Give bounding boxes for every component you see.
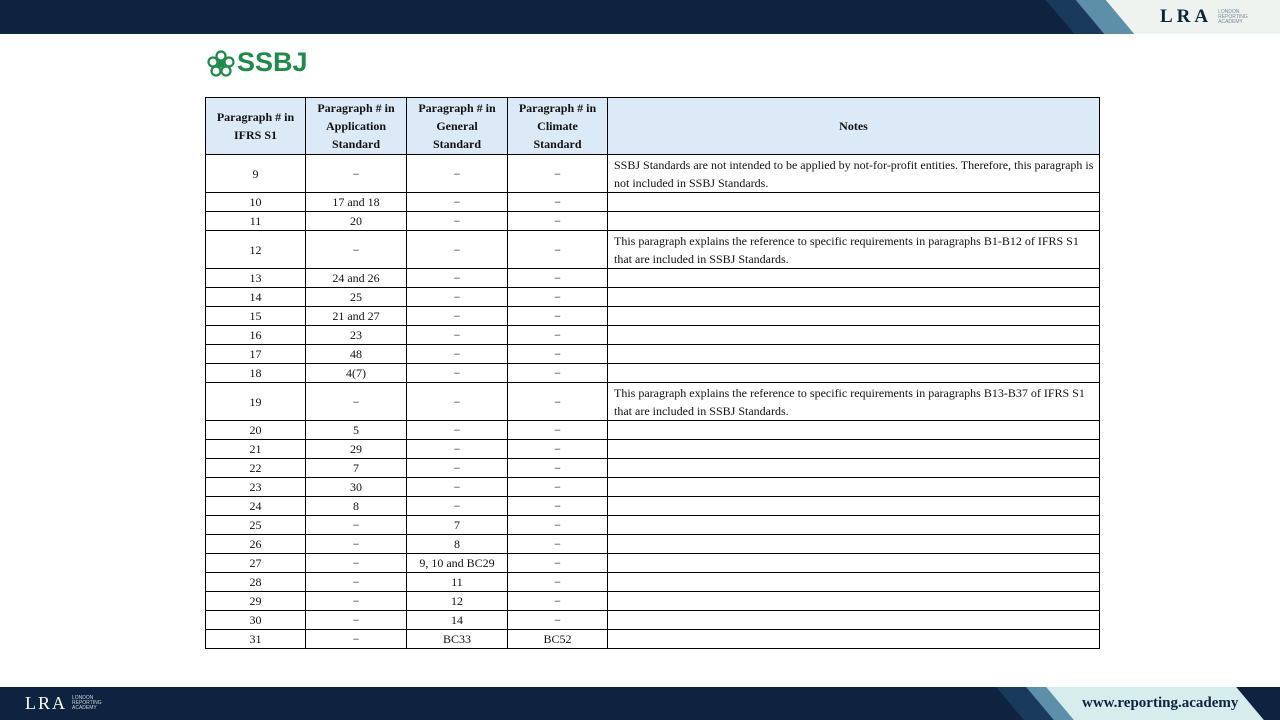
cell-notes bbox=[608, 611, 1100, 630]
cell-application-standard: 30 bbox=[306, 478, 407, 497]
cell-notes bbox=[608, 364, 1100, 383]
cell-general-standard: − bbox=[407, 459, 508, 478]
lra-logo-text: LRA bbox=[25, 693, 67, 713]
table-header-row bbox=[206, 98, 1100, 155]
ssbj-logo bbox=[207, 47, 308, 78]
paragraph-mapping-table bbox=[205, 97, 1100, 649]
cell-general-standard: − bbox=[407, 307, 508, 326]
cell-general-standard: 14 bbox=[407, 611, 508, 630]
cell-ifrs-s1: 20 bbox=[206, 421, 306, 440]
table-row bbox=[206, 421, 1100, 440]
cell-notes bbox=[608, 212, 1100, 231]
table-row bbox=[206, 516, 1100, 535]
cell-application-standard: − bbox=[306, 592, 407, 611]
cell-general-standard: 8 bbox=[407, 535, 508, 554]
table-row bbox=[206, 497, 1100, 516]
cell-general-standard: − bbox=[407, 421, 508, 440]
cell-application-standard: 5 bbox=[306, 421, 407, 440]
cell-climate-standard: − bbox=[508, 364, 608, 383]
table-body bbox=[206, 155, 1100, 649]
ssbj-logo-text: SSBJ bbox=[237, 47, 308, 77]
cell-notes bbox=[608, 459, 1100, 478]
cell-climate-standard: − bbox=[508, 345, 608, 364]
cell-notes bbox=[608, 193, 1100, 212]
header-notes: Notes bbox=[608, 98, 1100, 155]
table-row bbox=[206, 326, 1100, 345]
cell-notes bbox=[608, 288, 1100, 307]
cell-ifrs-s1: 15 bbox=[206, 307, 306, 326]
cell-general-standard: − bbox=[407, 440, 508, 459]
table-row bbox=[206, 193, 1100, 212]
header-application-standard: Paragraph # in Application Standard bbox=[306, 98, 407, 155]
cell-notes bbox=[608, 535, 1100, 554]
cell-notes bbox=[608, 497, 1100, 516]
cell-general-standard: 9, 10 and BC29 bbox=[407, 554, 508, 573]
table-row bbox=[206, 345, 1100, 364]
header-general-standard: Paragraph # in General Standard bbox=[407, 98, 508, 155]
cell-application-standard: 21 and 27 bbox=[306, 307, 407, 326]
cell-ifrs-s1: 22 bbox=[206, 459, 306, 478]
cell-climate-standard: − bbox=[508, 288, 608, 307]
cell-ifrs-s1: 9 bbox=[206, 155, 306, 193]
top-banner bbox=[0, 0, 1280, 34]
cell-general-standard: 12 bbox=[407, 592, 508, 611]
cell-general-standard: BC33 bbox=[407, 630, 508, 649]
cell-application-standard: 4(7) bbox=[306, 364, 407, 383]
cell-notes bbox=[608, 307, 1100, 326]
cell-general-standard: − bbox=[407, 497, 508, 516]
cell-application-standard: − bbox=[306, 554, 407, 573]
cell-application-standard: 24 and 26 bbox=[306, 269, 407, 288]
cell-climate-standard: − bbox=[508, 212, 608, 231]
lra-logo-subtext: LONDON REPORTING ACADEMY bbox=[72, 695, 102, 711]
cell-notes: This paragraph explains the reference to specific requirements in paragraphs B1-B12 of IFRS S1 that are included in SSBJ Standards. bbox=[608, 231, 1100, 269]
table-row bbox=[206, 155, 1100, 193]
cell-ifrs-s1: 19 bbox=[206, 383, 306, 421]
cell-climate-standard: − bbox=[508, 459, 608, 478]
cell-general-standard: − bbox=[407, 383, 508, 421]
cell-notes bbox=[608, 269, 1100, 288]
lra-logo-top bbox=[1160, 6, 1252, 28]
cell-general-standard: − bbox=[407, 288, 508, 307]
cell-climate-standard: − bbox=[508, 421, 608, 440]
cell-climate-standard: − bbox=[508, 478, 608, 497]
cell-ifrs-s1: 23 bbox=[206, 478, 306, 497]
cell-climate-standard: − bbox=[508, 307, 608, 326]
table-row bbox=[206, 478, 1100, 497]
lra-logo-text: LRA bbox=[1160, 6, 1213, 27]
cell-notes bbox=[608, 326, 1100, 345]
cell-ifrs-s1: 28 bbox=[206, 573, 306, 592]
cell-climate-standard: − bbox=[508, 269, 608, 288]
table-row bbox=[206, 535, 1100, 554]
lra-logo-subtext: LONDON REPORTING ACADEMY bbox=[1218, 8, 1248, 25]
cell-general-standard: − bbox=[407, 231, 508, 269]
cell-climate-standard: − bbox=[508, 592, 608, 611]
table-row bbox=[206, 611, 1100, 630]
cell-climate-standard: − bbox=[508, 516, 608, 535]
cell-ifrs-s1: 17 bbox=[206, 345, 306, 364]
table-row bbox=[206, 212, 1100, 231]
cell-application-standard: 7 bbox=[306, 459, 407, 478]
cell-climate-standard: − bbox=[508, 535, 608, 554]
cell-ifrs-s1: 27 bbox=[206, 554, 306, 573]
cell-climate-standard: − bbox=[508, 193, 608, 212]
cell-ifrs-s1: 25 bbox=[206, 516, 306, 535]
cell-general-standard: − bbox=[407, 155, 508, 193]
cell-application-standard: 17 and 18 bbox=[306, 193, 407, 212]
cell-general-standard: − bbox=[407, 364, 508, 383]
cell-climate-standard: BC52 bbox=[508, 630, 608, 649]
cell-ifrs-s1: 10 bbox=[206, 193, 306, 212]
cell-climate-standard: − bbox=[508, 573, 608, 592]
cell-application-standard: − bbox=[306, 630, 407, 649]
cell-ifrs-s1: 21 bbox=[206, 440, 306, 459]
cell-climate-standard: − bbox=[508, 611, 608, 630]
table-row bbox=[206, 307, 1100, 326]
cell-application-standard: − bbox=[306, 535, 407, 554]
cell-notes bbox=[608, 421, 1100, 440]
cell-ifrs-s1: 11 bbox=[206, 212, 306, 231]
cell-ifrs-s1: 30 bbox=[206, 611, 306, 630]
cell-application-standard: 23 bbox=[306, 326, 407, 345]
header-ifrs-s1: Paragraph # in IFRS S1 bbox=[206, 98, 306, 155]
cell-ifrs-s1: 12 bbox=[206, 231, 306, 269]
cell-general-standard: − bbox=[407, 345, 508, 364]
cell-general-standard: 7 bbox=[407, 516, 508, 535]
cell-ifrs-s1: 29 bbox=[206, 592, 306, 611]
cell-ifrs-s1: 24 bbox=[206, 497, 306, 516]
cell-notes bbox=[608, 592, 1100, 611]
cell-ifrs-s1: 31 bbox=[206, 630, 306, 649]
header-climate-standard: Paragraph # in Climate Standard bbox=[508, 98, 608, 155]
cell-climate-standard: − bbox=[508, 383, 608, 421]
cell-notes bbox=[608, 478, 1100, 497]
cell-general-standard: − bbox=[407, 193, 508, 212]
cell-application-standard: − bbox=[306, 516, 407, 535]
cell-notes: This paragraph explains the reference to specific requirements in paragraphs B13-B37 of IFRS S1 that are included in SSBJ Standards. bbox=[608, 383, 1100, 421]
website-link[interactable]: www.reporting.academy bbox=[1082, 695, 1239, 711]
cell-general-standard: − bbox=[407, 326, 508, 345]
lra-logo-bottom bbox=[25, 693, 106, 714]
table-row bbox=[206, 440, 1100, 459]
cell-ifrs-s1: 16 bbox=[206, 326, 306, 345]
cell-climate-standard: − bbox=[508, 155, 608, 193]
cell-climate-standard: − bbox=[508, 231, 608, 269]
cell-general-standard: − bbox=[407, 478, 508, 497]
cell-notes bbox=[608, 573, 1100, 592]
cell-application-standard: − bbox=[306, 155, 407, 193]
cell-ifrs-s1: 14 bbox=[206, 288, 306, 307]
cell-notes: SSBJ Standards are not intended to be applied by not-for-profit entities. Therefore, this paragraph is not included in SSBJ Standards. bbox=[608, 155, 1100, 193]
cell-climate-standard: − bbox=[508, 440, 608, 459]
cell-ifrs-s1: 18 bbox=[206, 364, 306, 383]
cell-notes bbox=[608, 440, 1100, 459]
cell-application-standard: 8 bbox=[306, 497, 407, 516]
cell-application-standard: 25 bbox=[306, 288, 407, 307]
cell-climate-standard: − bbox=[508, 326, 608, 345]
cell-application-standard: 48 bbox=[306, 345, 407, 364]
table-row bbox=[206, 630, 1100, 649]
cell-notes bbox=[608, 554, 1100, 573]
table-row bbox=[206, 592, 1100, 611]
cell-ifrs-s1: 13 bbox=[206, 269, 306, 288]
cell-application-standard: − bbox=[306, 573, 407, 592]
cell-ifrs-s1: 26 bbox=[206, 535, 306, 554]
table-row bbox=[206, 383, 1100, 421]
cell-application-standard: − bbox=[306, 611, 407, 630]
cell-climate-standard: − bbox=[508, 554, 608, 573]
cell-application-standard: − bbox=[306, 231, 407, 269]
ssbj-emblem-icon bbox=[207, 48, 235, 78]
table-row bbox=[206, 231, 1100, 269]
table-row bbox=[206, 364, 1100, 383]
cell-climate-standard: − bbox=[508, 497, 608, 516]
table-row bbox=[206, 288, 1100, 307]
cell-general-standard: − bbox=[407, 212, 508, 231]
cell-general-standard: 11 bbox=[407, 573, 508, 592]
cell-general-standard: − bbox=[407, 269, 508, 288]
cell-notes bbox=[608, 345, 1100, 364]
cell-notes bbox=[608, 516, 1100, 535]
cell-notes bbox=[608, 630, 1100, 649]
cell-application-standard: 29 bbox=[306, 440, 407, 459]
cell-application-standard: 20 bbox=[306, 212, 407, 231]
table-row bbox=[206, 573, 1100, 592]
table-row bbox=[206, 459, 1100, 478]
table-row bbox=[206, 269, 1100, 288]
cell-application-standard: − bbox=[306, 383, 407, 421]
table-row bbox=[206, 554, 1100, 573]
